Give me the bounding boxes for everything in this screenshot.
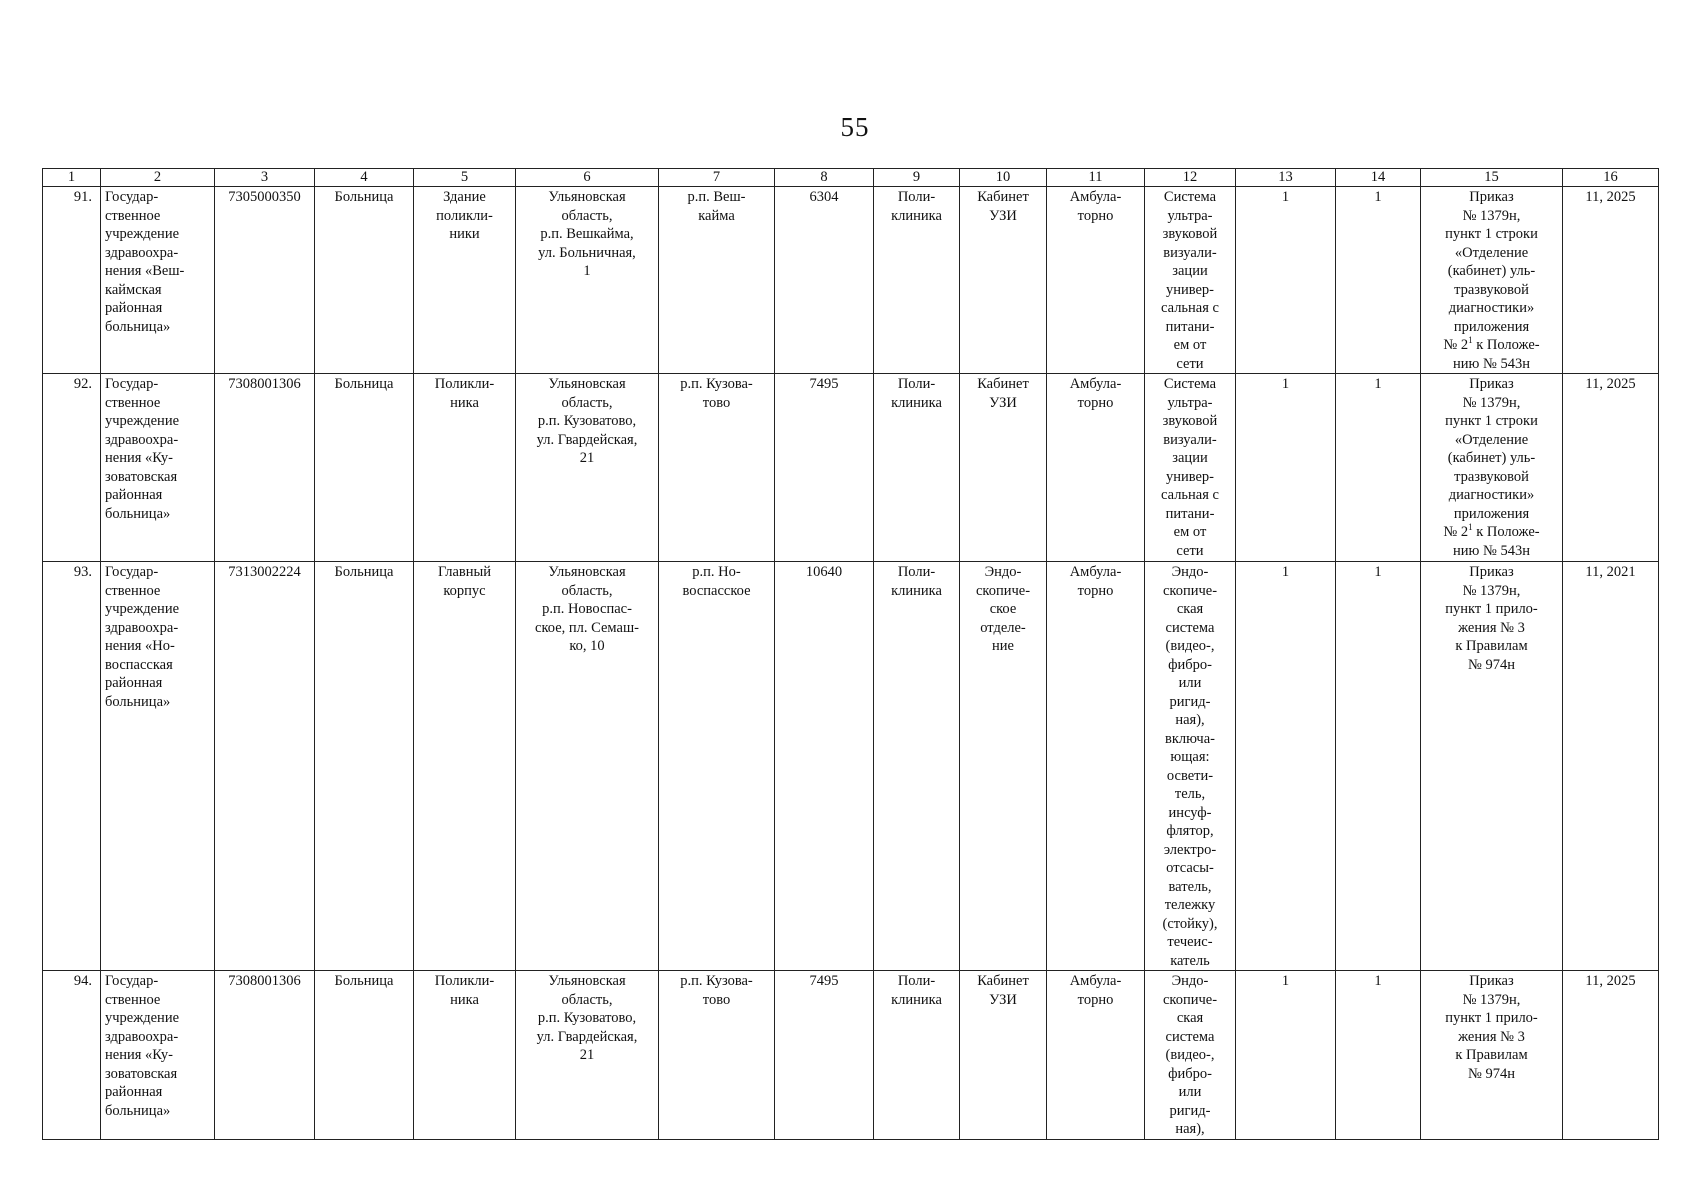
population: 7495 (775, 374, 874, 562)
row-number: 92. (43, 374, 101, 562)
facility-type: Больница (315, 187, 414, 374)
building: Поликли- ника (414, 374, 516, 562)
period: 11, 2021 (1563, 562, 1659, 971)
department: Поли- клиника (874, 971, 960, 1140)
header-cell: 1 (43, 169, 101, 187)
inn: 7313002224 (215, 562, 315, 971)
header-cell: 12 (1145, 169, 1236, 187)
regulation (1421, 562, 1563, 971)
header-cell: 14 (1336, 169, 1421, 187)
header-cell: 7 (659, 169, 775, 187)
regulation-main: Приказ № 1379н, пункт 1 прило- жения № 3 к Правилам № 974н (1445, 973, 1538, 1082)
regulation-tail: к Положе- нию № 543н (1453, 337, 1540, 372)
inn: 7308001306 (215, 971, 315, 1140)
address: Ульяновская область, р.п. Вешкайма, ул. Больничная, 1 (516, 187, 659, 374)
unit: Эндо- скопиче- ское отделе- ние (960, 562, 1047, 971)
header-cell: 3 (215, 169, 315, 187)
regulation-main: Приказ № 1379н, пункт 1 строки «Отделение (кабинет) уль- тразвуковой диагностики» приложения № 2 (1443, 189, 1538, 353)
inn: 7308001306 (215, 374, 315, 562)
header-cell: 16 (1563, 169, 1659, 187)
address: Ульяновская область, р.п. Новоспас- ское, пл. Семаш- ко, 10 (516, 562, 659, 971)
population: 6304 (775, 187, 874, 374)
header-cell: 6 (516, 169, 659, 187)
facility-type: Больница (315, 562, 414, 971)
header-cell: 9 (874, 169, 960, 187)
page-number: 55 (840, 112, 870, 142)
department: Поли- клиника (874, 374, 960, 562)
institution-name: Государ- ственное учреждение здравоохра- нения «Веш- каймская районная больница» (101, 187, 215, 374)
row-number: 91. (43, 187, 101, 374)
quantity-planned: 1 (1336, 562, 1421, 971)
population: 7495 (775, 971, 874, 1140)
regulation (1421, 971, 1563, 1140)
equipment: Эндо- скопиче- ская система (видео-, фибро- или ригид- ная), (1145, 971, 1236, 1140)
care-mode: Амбула- торно (1047, 562, 1145, 971)
unit: Кабинет УЗИ (960, 971, 1047, 1140)
locality: р.п. Кузова- тово (659, 971, 775, 1140)
facility-type: Больница (315, 971, 414, 1140)
care-mode: Амбула- торно (1047, 374, 1145, 562)
building: Здание поликли- ники (414, 187, 516, 374)
institution-name: Государ- ственное учреждение здравоохра- нения «Ку- зоватовская районная больница» (101, 374, 215, 562)
department: Поли- клиника (874, 187, 960, 374)
period: 11, 2025 (1563, 187, 1659, 374)
regulation (1421, 374, 1563, 562)
address: Ульяновская область, р.п. Кузоватово, ул. Гвардейская, 21 (516, 971, 659, 1140)
regulation-tail: к Положе- нию № 543н (1453, 524, 1540, 559)
table-header-row (43, 169, 1659, 187)
equipment-table (42, 168, 1659, 1140)
institution-name: Государ- ственное учреждение здравоохра- нения «Ку- зоватовская районная больница» (101, 971, 215, 1140)
address: Ульяновская область, р.п. Кузоватово, ул. Гвардейская, 21 (516, 374, 659, 562)
quantity-required: 1 (1236, 374, 1336, 562)
table-row (43, 562, 1659, 971)
regulation-sup: 1 (1468, 522, 1473, 532)
quantity-planned: 1 (1336, 187, 1421, 374)
row-number: 94. (43, 971, 101, 1140)
header-cell: 5 (414, 169, 516, 187)
period: 11, 2025 (1563, 971, 1659, 1140)
building: Главный корпус (414, 562, 516, 971)
period: 11, 2025 (1563, 374, 1659, 562)
population: 10640 (775, 562, 874, 971)
quantity-required: 1 (1236, 187, 1336, 374)
department: Поли- клиника (874, 562, 960, 971)
equipment: Система ультра- звуковой визуали- зации универ- сальная с питани- ем от сети (1145, 187, 1236, 374)
quantity-required: 1 (1236, 971, 1336, 1140)
regulation (1421, 187, 1563, 374)
header-cell: 10 (960, 169, 1047, 187)
header-cell: 4 (315, 169, 414, 187)
regulation-main: Приказ № 1379н, пункт 1 строки «Отделение (кабинет) уль- тразвуковой диагностики» приложения № 2 (1443, 376, 1538, 540)
table-row (43, 187, 1659, 374)
care-mode: Амбула- торно (1047, 187, 1145, 374)
regulation-sup: 1 (1468, 335, 1473, 345)
institution-name: Государ- ственное учреждение здравоохра- нения «Но- воспасская районная больница» (101, 562, 215, 971)
equipment: Эндо- скопиче- ская система (видео-, фибро- или ригид- ная), включа- ющая: освети- тель, инсуф- флятор, электро- отсасы- ватель, тележку (стойку), течеис- катель (1145, 562, 1236, 971)
care-mode: Амбула- торно (1047, 971, 1145, 1140)
unit: Кабинет УЗИ (960, 187, 1047, 374)
header-cell: 8 (775, 169, 874, 187)
building: Поликли- ника (414, 971, 516, 1140)
locality: р.п. Кузова- тово (659, 374, 775, 562)
unit: Кабинет УЗИ (960, 374, 1047, 562)
quantity-planned: 1 (1336, 971, 1421, 1140)
header-cell: 2 (101, 169, 215, 187)
header-cell: 11 (1047, 169, 1145, 187)
quantity-required: 1 (1236, 562, 1336, 971)
regulation-main: Приказ № 1379н, пункт 1 прило- жения № 3 к Правилам № 974н (1445, 564, 1538, 673)
header-cell: 13 (1236, 169, 1336, 187)
inn: 7305000350 (215, 187, 315, 374)
equipment: Система ультра- звуковой визуали- зации универ- сальная с питани- ем от сети (1145, 374, 1236, 562)
table-row (43, 971, 1659, 1140)
table-row (43, 374, 1659, 562)
locality: р.п. Но- воспасское (659, 562, 775, 971)
quantity-planned: 1 (1336, 374, 1421, 562)
row-number: 93. (43, 562, 101, 971)
facility-type: Больница (315, 374, 414, 562)
header-cell: 15 (1421, 169, 1563, 187)
locality: р.п. Веш- кайма (659, 187, 775, 374)
